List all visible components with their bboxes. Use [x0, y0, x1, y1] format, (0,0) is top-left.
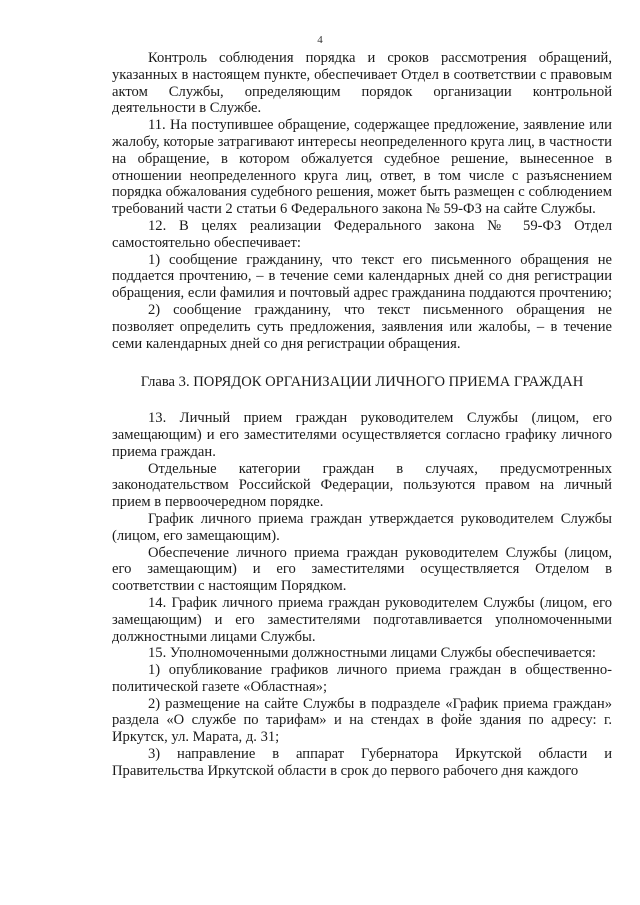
paragraph-14: 14. График личного приема граждан руководителем Службы (лицом, его замещающим) и его заместителями подготавливается уполномоченными должностными лицами Службы.	[112, 594, 612, 645]
paragraph-12-item-2: 2) сообщение гражданину, что текст письменного обращения не позволяет определить суть предложения, заявления или жалобы, – в течение семи календарных дней со дня регистрации обращения.	[112, 301, 612, 352]
paragraph-13: 13. Личный прием граждан руководителем Службы (лицом, его замещающим) и его заместителями осуществляется согласно графику личного приема граждан.	[112, 410, 612, 460]
paragraph-reception-provision: Обеспечение личного приема граждан руководителем Службы (лицом, его замещающим) и его заместителями осуществляется Отделом в соответствии с настоящим Порядком.	[112, 544, 612, 595]
paragraph-schedule-approval: График личного приема граждан утверждается руководителем Службы (лицом, его замещающим).	[112, 510, 612, 544]
paragraph-15-item-1: 1) опубликование графиков личного приема граждан в общественно-политической газете «Областная»;	[112, 662, 612, 695]
document-body	[112, 50, 612, 780]
paragraph-15-item-3: 3) направление в аппарат Губернатора Иркутской области и Правительства Иркутской области в срок до первого рабочего дня каждого	[112, 746, 612, 779]
chapter-heading: Глава 3. ПОРЯДОК ОРГАНИЗАЦИИ ЛИЧНОГО ПРИЕМА ГРАЖДАН	[140, 374, 584, 391]
paragraph-control: Контроль соблюдения порядка и сроков рассмотрения обращений, указанных в настоящем пункте, обеспечивает Отдел в соответствии с правовым актом Службы, определяющим порядок организации контрольной деятельности в Службе.	[112, 50, 612, 117]
paragraph-15-item-2: 2) размещение на сайте Службы в подразделе «График приема граждан» раздела «О службе по тарифам» и на стендах в фойе здания по адресу: г. Иркутск, ул. Марата, д. 31;	[112, 695, 612, 746]
paragraph-15: 15. Уполномоченными должностными лицами Службы обеспечивается:	[148, 645, 596, 662]
paragraph-12-item-1: 1) сообщение гражданину, что текст его письменного обращения не поддается прочтению, – в течение семи календарных дней со дня регистрации обращения, если фамилия и почтовый адрес гражданина поддаются прочтению;	[112, 251, 612, 302]
paragraph-12: 12. В целях реализации Федерального закона № 59-ФЗ Отдел самостоятельно обеспечивает:	[112, 217, 612, 251]
paragraph-priority-categories: Отдельные категории граждан в случаях, предусмотренных законодательством Российской Федерации, пользуются правом на личный прием в первоочередном порядке.	[112, 460, 612, 511]
page-number: 4	[317, 34, 323, 46]
paragraph-11: 11. На поступившее обращение, содержащее предложение, заявление или жалобу, которые затрагивают интересы неопределенного круга лиц, в частности на обращение, в котором обжалуется судебное решение, вынесенное в отношении неопределенного круга лиц, ответ, в том числе с разъяснением порядка обжалования судебного решения, может быть размещен с соблюдением требований части 2 статьи 6 Федерального закона № 59-ФЗ на сайте Службы.	[112, 117, 612, 218]
